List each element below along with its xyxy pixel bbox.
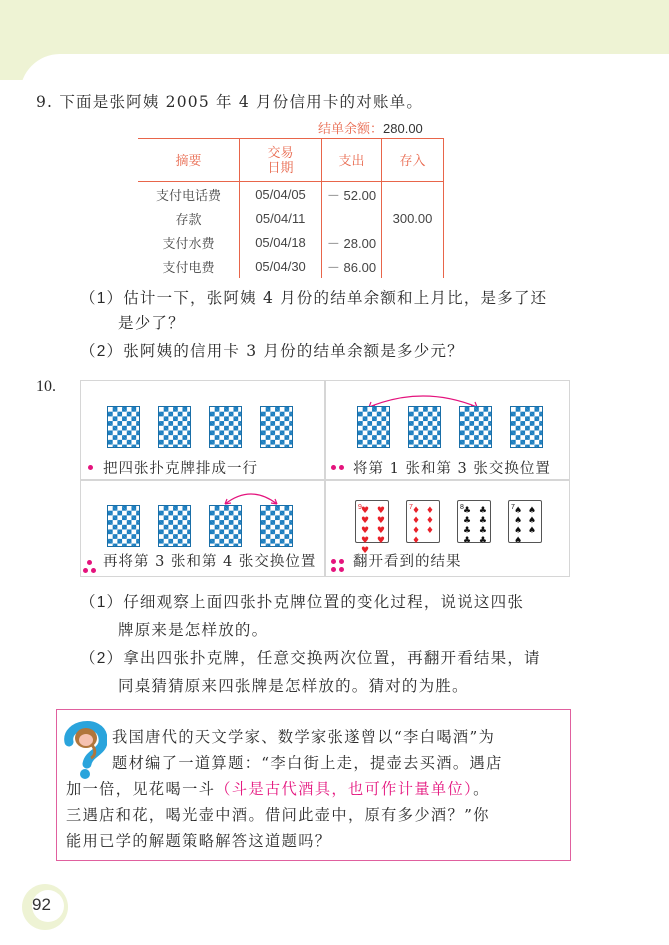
- card-back: [260, 505, 293, 547]
- table-row: [138, 182, 444, 207]
- card-back: [158, 406, 191, 448]
- dot: [83, 568, 88, 573]
- table-row: [138, 254, 444, 278]
- card-rank: 7: [409, 504, 413, 511]
- page-number: 92: [32, 895, 51, 914]
- q10-sub1-label: （1）: [80, 594, 124, 611]
- cell-date: 05/04/05: [240, 182, 322, 207]
- card-rank: 9: [358, 504, 362, 511]
- header-in: 存入: [382, 139, 444, 182]
- card-row: [351, 406, 551, 450]
- tip-line-5: 能用已学的解题策略解答这道题吗？: [66, 832, 332, 850]
- spades-pips-icon: ♠ ♠ ♠ ♠ ♠ ♠ ♠: [514, 506, 536, 546]
- step-4-panel: [325, 480, 568, 578]
- table-header-row: [138, 139, 444, 182]
- tip-line-3-text: 加一倍，见花喝一斗: [66, 780, 216, 798]
- q10-sub2-label: （2）: [80, 650, 124, 667]
- card-8-clubs: [457, 500, 491, 546]
- dot: [331, 465, 336, 470]
- card-back: [459, 406, 492, 448]
- card-rank: 7: [511, 504, 515, 511]
- dot: [339, 567, 344, 572]
- balance-label: 结单余额：: [318, 121, 384, 136]
- card-back: [408, 406, 441, 448]
- cell-out: － 52.00: [322, 182, 382, 207]
- q9-sub2-text: 张阿姨的信用卡 3 月份的结单余额是多少元？: [123, 342, 464, 360]
- step-2-caption: 将第 1 张和第 3 张交换位置: [353, 461, 551, 477]
- diamonds-pips-icon: ♦ ♦ ♦ ♦ ♦ ♦ ♦: [412, 506, 434, 546]
- challenge-box: [56, 709, 571, 861]
- balance-value: 280.00: [383, 121, 423, 136]
- cell-out: － 86.00: [322, 254, 382, 278]
- cell-summary: 支付电话费: [155, 187, 221, 203]
- cell-in: 300.00: [382, 206, 444, 230]
- card-7-diamonds: [406, 500, 440, 546]
- q10-number: 10.: [36, 378, 56, 395]
- card-back: [260, 406, 293, 448]
- card-back: [510, 406, 543, 448]
- step-4-caption: 翻开看到的结果: [353, 554, 462, 570]
- tip-line-1: 我国唐代的天文学家、数学家张遂曾以“李白喝酒”为: [112, 728, 496, 746]
- card-back: [107, 406, 140, 448]
- card-back: [209, 406, 242, 448]
- q10-sub1-line1: [80, 590, 524, 612]
- cell-summary: 支付水费: [162, 235, 215, 251]
- tip-line-4: 三遇店和花，喝光壶中酒。借问此壶中，原有多少酒？”你: [66, 806, 490, 824]
- header-date-line2: 日期: [267, 160, 294, 175]
- dot: [91, 568, 96, 573]
- table-row: [138, 206, 444, 230]
- table-row: [138, 230, 444, 254]
- hearts-pips-icon: ♥ ♥ ♥ ♥ ♥ ♥ ♥ ♥ ♥: [361, 506, 385, 556]
- revealed-card-row: [355, 500, 555, 556]
- step-1-panel: [81, 381, 324, 479]
- card-row: [107, 406, 307, 450]
- cell-summary: 支付电费: [162, 259, 215, 275]
- q9-sub2-line1: [80, 339, 464, 361]
- cell-out: [322, 206, 382, 230]
- dot: [331, 567, 336, 572]
- cell-in: [382, 254, 444, 278]
- q9-sub1-line1: [80, 286, 547, 308]
- tip-note-highlight: （斗是古代酒具，也可作计量单位）: [215, 780, 474, 798]
- q9-sub1-text: 估计一下，张阿姨 4 月份的结单余额和上月比，是多了还: [123, 289, 548, 307]
- q10-sub2-text: 拿出四张扑克牌，任意交换两次位置，再翻开看结果，请: [123, 649, 541, 667]
- q10-sub2-line2: 同桌猜猜原来四张牌是怎样放的。猜对的为胜。: [118, 677, 469, 695]
- card-back: [357, 406, 390, 448]
- dot: [339, 559, 344, 564]
- header-summary: 摘要: [138, 139, 240, 182]
- q9-title-text: 下面是张阿姨 2005 年 4 月份信用卡的对账单。: [59, 93, 424, 111]
- step-1-caption: 把四张扑克牌排成一行: [103, 461, 258, 477]
- card-rank: 8: [460, 504, 464, 511]
- q10-sub1-text: 仔细观察上面四张扑克牌位置的变化过程，说说这四张: [123, 593, 525, 611]
- card-steps-grid: [80, 380, 570, 577]
- step-3-panel: [81, 480, 324, 578]
- header-date: [240, 139, 322, 182]
- cell-date: 05/04/18: [240, 230, 322, 254]
- tip-line-2: 题材编了一道算题：“李白街上走，提壶去买酒。遇店: [112, 754, 503, 772]
- cell-date: 05/04/11: [240, 206, 322, 230]
- q10-sub2-line1: [80, 646, 541, 668]
- statement-balance: [318, 118, 423, 137]
- tip-line-3-end: 。: [473, 780, 490, 798]
- clubs-pips-icon: ♣ ♣ ♣ ♣ ♣ ♣ ♣ ♣: [463, 506, 487, 546]
- dot: [339, 465, 344, 470]
- q9-sub2-label: （2）: [80, 343, 124, 360]
- card-row: [107, 505, 307, 549]
- cell-date: 05/04/30: [240, 254, 322, 278]
- card-7-spades: [508, 500, 542, 546]
- dot: [331, 559, 336, 564]
- q10-sub1-line2: 牌原来是怎样放的。: [118, 621, 269, 639]
- q9-title: [36, 90, 423, 112]
- cell-in: [382, 230, 444, 254]
- card-9-hearts: [355, 500, 389, 556]
- cell-out: － 28.00: [322, 230, 382, 254]
- q9-number: 9.: [36, 93, 54, 111]
- card-back: [158, 505, 191, 547]
- cell-summary: 存款: [175, 211, 202, 227]
- q9-sub1-label: （1）: [80, 290, 124, 307]
- cell-in: [382, 182, 444, 207]
- challenge-text: [66, 724, 561, 854]
- card-back: [209, 505, 242, 547]
- step-2-panel: [325, 381, 568, 479]
- step-3-caption: 再将第 3 张和第 4 张交换位置: [103, 554, 317, 570]
- header-date-line1: 交易: [267, 145, 294, 160]
- statement-table: [138, 138, 444, 278]
- header-out: 支出: [322, 139, 382, 182]
- q9-sub1-line2: 是少了？: [118, 314, 185, 332]
- page-number-badge: [22, 884, 68, 930]
- dot: [88, 465, 93, 470]
- card-back: [107, 505, 140, 547]
- tip-line-3: [66, 776, 561, 802]
- dot: [87, 560, 92, 565]
